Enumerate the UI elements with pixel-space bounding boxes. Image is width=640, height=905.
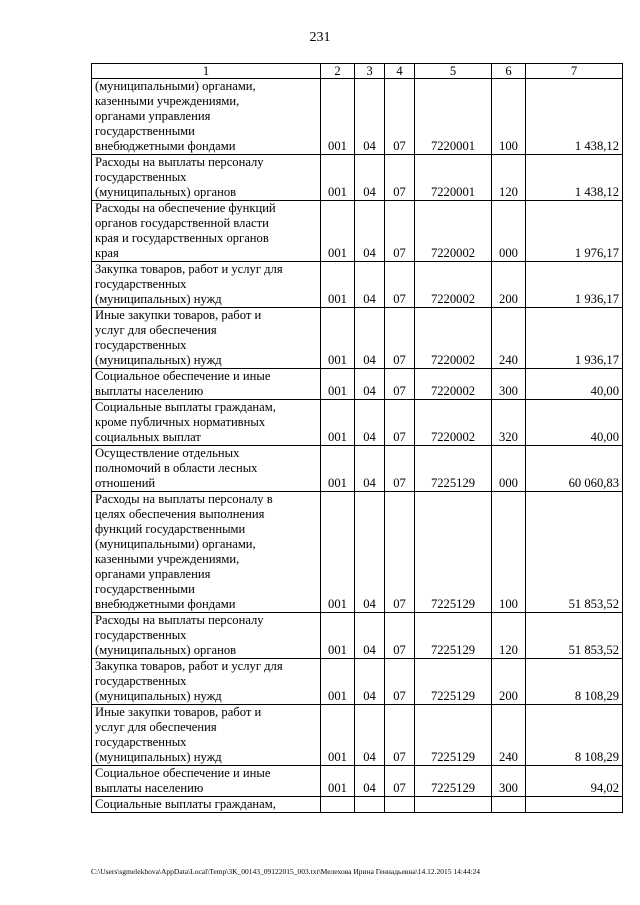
code-admin-cell: 001 [321,201,355,262]
expense-name-line: государственных [95,735,187,749]
target-article-cell: 7220001 [415,79,492,155]
header-cell: 7 [526,64,623,79]
table-row [92,766,623,797]
expense-name-line: Расходы на обеспечение функций [95,201,276,215]
code-admin-cell: 001 [321,155,355,201]
code-admin-cell: 001 [321,705,355,766]
header-cell: 3 [355,64,385,79]
expense-name-cell [92,400,321,446]
target-article-cell: 7225129 [415,659,492,705]
subsection-cell: 07 [385,79,415,155]
section-cell: 04 [355,705,385,766]
expense-name-line: выплаты населению [95,384,204,398]
expense-name-line: функций государственными [95,522,246,536]
target-article-cell: 7220002 [415,369,492,400]
expense-type-cell: 300 [492,766,526,797]
expense-type-cell: 240 [492,308,526,369]
expense-name-line: государственных [95,170,187,184]
expense-name-line: казенными учреждениями, [95,552,240,566]
expense-name-cell [92,613,321,659]
expense-name-line: Социальное обеспечение и иные [95,369,271,383]
table-row [92,705,623,766]
section-cell: 04 [355,446,385,492]
table-row [92,79,623,155]
expense-name-line: Осуществление отдельных [95,446,240,460]
expense-name-line: государственными [95,582,195,596]
target-article-cell: 7220002 [415,308,492,369]
code-admin-cell: 001 [321,369,355,400]
expense-name-line: (муниципальных) нужд [95,689,222,703]
section-cell: 04 [355,262,385,308]
header-cell: 6 [492,64,526,79]
amount-cell: 8 108,29 [526,659,623,705]
expense-name-line: государственных [95,674,187,688]
expense-name-cell [92,492,321,613]
expense-name-line: (муниципальными) органами, [95,537,256,551]
expense-name-line: органами управления [95,567,211,581]
expense-type-cell: 300 [492,369,526,400]
expense-name-cell [92,797,321,813]
expense-name-cell [92,201,321,262]
section-cell: 04 [355,201,385,262]
expense-name-line: социальных выплат [95,430,201,444]
subsection-cell: 07 [385,155,415,201]
expense-name-cell [92,369,321,400]
subsection-cell: 07 [385,400,415,446]
table-row [92,613,623,659]
target-article-cell [415,797,492,813]
expense-type-cell: 000 [492,201,526,262]
expense-name-line: государственных [95,628,187,642]
table-row [92,659,623,705]
table-row [92,369,623,400]
expense-name-line: Закупка товаров, работ и услуг для [95,262,283,276]
section-cell: 04 [355,79,385,155]
target-article-cell: 7220002 [415,201,492,262]
section-cell [355,797,385,813]
target-article-cell: 7225129 [415,705,492,766]
target-article-cell: 7220001 [415,155,492,201]
expense-type-cell: 200 [492,659,526,705]
expense-name-line: внебюджетными фондами [95,597,236,611]
target-article-cell: 7225129 [415,492,492,613]
table-row [92,400,623,446]
table-row [92,797,623,813]
table-header-row [92,64,623,79]
amount-cell: 1 936,17 [526,262,623,308]
expense-type-cell: 240 [492,705,526,766]
code-admin-cell: 001 [321,308,355,369]
expense-name-line: целях обеспечения выполнения [95,507,265,521]
expense-name-line: казенными учреждениями, [95,94,240,108]
section-cell: 04 [355,766,385,797]
expense-name-cell [92,79,321,155]
header-cell: 5 [415,64,492,79]
expense-name-line: края и государственных органов [95,231,269,245]
expense-name-cell [92,155,321,201]
expense-name-cell [92,262,321,308]
expense-name-line: органов государственной власти [95,216,269,230]
table-row [92,308,623,369]
section-cell: 04 [355,369,385,400]
subsection-cell: 07 [385,613,415,659]
code-admin-cell: 001 [321,492,355,613]
subsection-cell: 07 [385,492,415,613]
section-cell: 04 [355,155,385,201]
expense-name-line: государственных [95,277,187,291]
page-number: 231 [309,30,331,45]
amount-cell: 1 438,12 [526,155,623,201]
target-article-cell: 7225129 [415,613,492,659]
expense-name-line: Расходы на выплаты персоналу [95,613,264,627]
section-cell: 04 [355,400,385,446]
header-cell: 2 [321,64,355,79]
subsection-cell: 07 [385,705,415,766]
budget-table [91,63,623,813]
expense-name-line: Социальные выплаты гражданам, [95,797,276,811]
header-cell: 1 [92,64,321,79]
table-row [92,492,623,613]
expense-name-cell [92,705,321,766]
expense-name-line: органами управления [95,109,211,123]
section-cell: 04 [355,659,385,705]
expense-name-line: Расходы на выплаты персоналу [95,155,264,169]
expense-name-line: (муниципальных) нужд [95,353,222,367]
amount-cell: 1 936,17 [526,308,623,369]
expense-name-line: отношений [95,476,156,490]
expense-type-cell: 200 [492,262,526,308]
expense-type-cell: 120 [492,613,526,659]
expense-name-line: Иные закупки товаров, работ и [95,308,262,322]
amount-cell: 51 853,52 [526,492,623,613]
expense-name-line: услуг для обеспечения [95,720,217,734]
expense-type-cell: 100 [492,492,526,613]
target-article-cell: 7220002 [415,262,492,308]
code-admin-cell: 001 [321,446,355,492]
subsection-cell: 07 [385,369,415,400]
amount-cell: 51 853,52 [526,613,623,659]
expense-name-line: Иные закупки товаров, работ и [95,705,262,719]
amount-cell: 40,00 [526,400,623,446]
expense-name-line: услуг для обеспечения [95,323,217,337]
expense-name-cell [92,766,321,797]
header-cell: 4 [385,64,415,79]
code-admin-cell: 001 [321,79,355,155]
target-article-cell: 7225129 [415,446,492,492]
expense-name-cell [92,659,321,705]
expense-name-line: полномочий в области лесных [95,461,258,475]
table-row [92,262,623,308]
table-row [92,446,623,492]
expense-type-cell: 000 [492,446,526,492]
expense-name-cell [92,308,321,369]
amount-cell: 40,00 [526,369,623,400]
amount-cell: 8 108,29 [526,705,623,766]
section-cell: 04 [355,613,385,659]
code-admin-cell [321,797,355,813]
expense-name-line: (муниципальных) нужд [95,292,222,306]
expense-name-line: Закупка товаров, работ и услуг для [95,659,283,673]
target-article-cell: 7225129 [415,766,492,797]
expense-name-line: (муниципальных) нужд [95,750,222,764]
expense-name-line: Социальное обеспечение и иные [95,766,271,780]
expense-name-line: (муниципальных) органов [95,185,237,199]
table-row [92,201,623,262]
expense-name-cell [92,446,321,492]
subsection-cell: 07 [385,766,415,797]
expense-name-line: Социальные выплаты гражданам, [95,400,276,414]
amount-cell: 60 060,83 [526,446,623,492]
expense-name-line: (муниципальных) органов [95,643,237,657]
expense-name-line: государственными [95,124,195,138]
section-cell: 04 [355,308,385,369]
subsection-cell [385,797,415,813]
subsection-cell: 07 [385,659,415,705]
code-admin-cell: 001 [321,400,355,446]
expense-type-cell: 120 [492,155,526,201]
expense-type-cell [492,797,526,813]
expense-name-line: государственных [95,338,187,352]
expense-name-line: (муниципальными) органами, [95,79,256,93]
target-article-cell: 7220002 [415,400,492,446]
expense-type-cell: 320 [492,400,526,446]
table-row [92,155,623,201]
amount-cell: 94,02 [526,766,623,797]
section-cell: 04 [355,492,385,613]
expense-type-cell: 100 [492,79,526,155]
expense-name-line: кроме публичных нормативных [95,415,266,429]
amount-cell [526,797,623,813]
amount-cell: 1 976,17 [526,201,623,262]
file-path-footer: C:\Users\sgmelekhova\AppData\Local\Temp\3K_00143_09122015_003.txt\Мелехова Ирина Геннадьевна\14.12.2015 14:44:24 [91,867,481,876]
expense-name-line: Расходы на выплаты персоналу в [95,492,273,506]
subsection-cell: 07 [385,201,415,262]
expense-name-line: края [95,246,119,260]
code-admin-cell: 001 [321,262,355,308]
expense-name-line: внебюджетными фондами [95,139,236,153]
amount-cell: 1 438,12 [526,79,623,155]
subsection-cell: 07 [385,446,415,492]
code-admin-cell: 001 [321,659,355,705]
subsection-cell: 07 [385,262,415,308]
code-admin-cell: 001 [321,613,355,659]
code-admin-cell: 001 [321,766,355,797]
expense-name-line: выплаты населению [95,781,204,795]
subsection-cell: 07 [385,308,415,369]
